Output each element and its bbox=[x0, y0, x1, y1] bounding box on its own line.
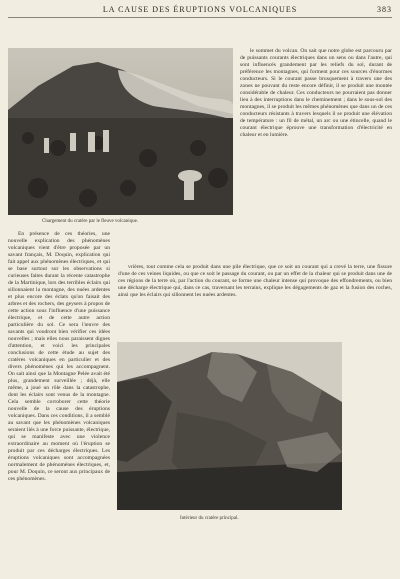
crater-photo-drawing bbox=[117, 342, 342, 510]
header-title: LA CAUSE DES ÉRUPTIONS VOLCANIQUES bbox=[102, 5, 298, 14]
header-rule bbox=[8, 17, 392, 18]
running-header bbox=[8, 5, 392, 17]
paragraph: En présence de ces théories, une nouvelle explication des phénomènes volcaniques vient d'être proposée par un savant français, M. Doquin, explication qui fait appel aux phénomènes électriques, et qui se base surtout sur les observations si curieuses faites durant la récente catastrophe de la Martinique, lors des terribles éclairs qui sillonnaient la montagne, des nuées ardentes et plus encore des éclats qu'on faisait des arbres et des rochers, des geysers à propos de cette action sous l'influence d'une puissance électrique, et de cette autre action particulière du sol. Ce sera l'œuvre des savants qui voudront bien vérifier ces idées nouvelles ; mais elles nous paraissent dignes d'attention, et voici les principales conclusions de cette étude au sujet des cratères volcaniques en particulier et des divers phénomènes qui les accompagnent. On sait ainsi que la Montagne Pelée avait été plus, grandement surveillée ; déjà, elle même, a joué un rôle dans la catastrophe, dont les éclairs sont venus de la montagne. Cela semble corroborer cette théorie nouvelle de la cause des éruptions volcaniques. Dans ces conditions, il a semblé au savant que les phénomènes volcaniques seraient liés à une force puissante, électrique, qui se manifeste avec une violence extraordinaire au moment où l'éruption se produit par ces décharges électriques. Les éruptions volcaniques sont accompagnées normalement de phénomènes électriques, et, pour M. Doquin, ce seront aux principaux de ces phénomènes. bbox=[8, 231, 110, 482]
figure-caption-2: Intérieur du cratère principal. bbox=[180, 516, 239, 521]
volcano-photo bbox=[8, 48, 233, 215]
page-number: 383 bbox=[377, 5, 392, 14]
text-column-left-bottom bbox=[8, 231, 110, 571]
volcano-photo-drawing bbox=[8, 48, 233, 215]
paragraph: vrières, tout comme cela se produit dans une pile électrique, que ce soit un courant qui a crevé la terre, une fissure d'une de ces veines liquides, ou que ce soit le passage du courant, ou par un effet de la chaleur qui se produit dans une de ces régions de la terre où, par l'action du courant, se forme une chaleur intense qui provoque des effondrements, ou bien une décharge électrique qui, dans ce cas, traversant les terrains, explique les dégagements de gaz et la fusion des roches, ainsi que les éclairs qui sillonnent les nuées ardentes. bbox=[118, 264, 392, 298]
crater-photo bbox=[117, 342, 342, 510]
text-column-right-top bbox=[240, 48, 392, 261]
figure-caption-1: Chargement du cratère par le fleuve volcanique. bbox=[42, 219, 139, 224]
text-column-right-mid bbox=[118, 264, 392, 334]
paragraph: le sommet du volcan. On sait que notre globe est parcouru par de puissants courants électriques dans un sens ou dans l'autre, qui sont influencés grandement par les reliefs du sol, durant de préférence les montagnes, qui forment pour ces sources d'énormes conducteurs. Si le courant passe brusquement à travers une des zones ne pouvant du reste encore définir, il se produit une montée considérable de chaleur. Ces conducteurs ne pourraient pas donner lieu à des interruptions dans le cheminement ; dans le sous-sol des montagnes, il se produit les mêmes phénomènes que dans un de ces conducteurs résistants à travers lesquels il se produit une élévation de température : un fil de métal, un arc ou une étincelle, quand le courant électrique éprouve une transformation d'électricité en chaleur et en lumière. bbox=[240, 48, 392, 138]
